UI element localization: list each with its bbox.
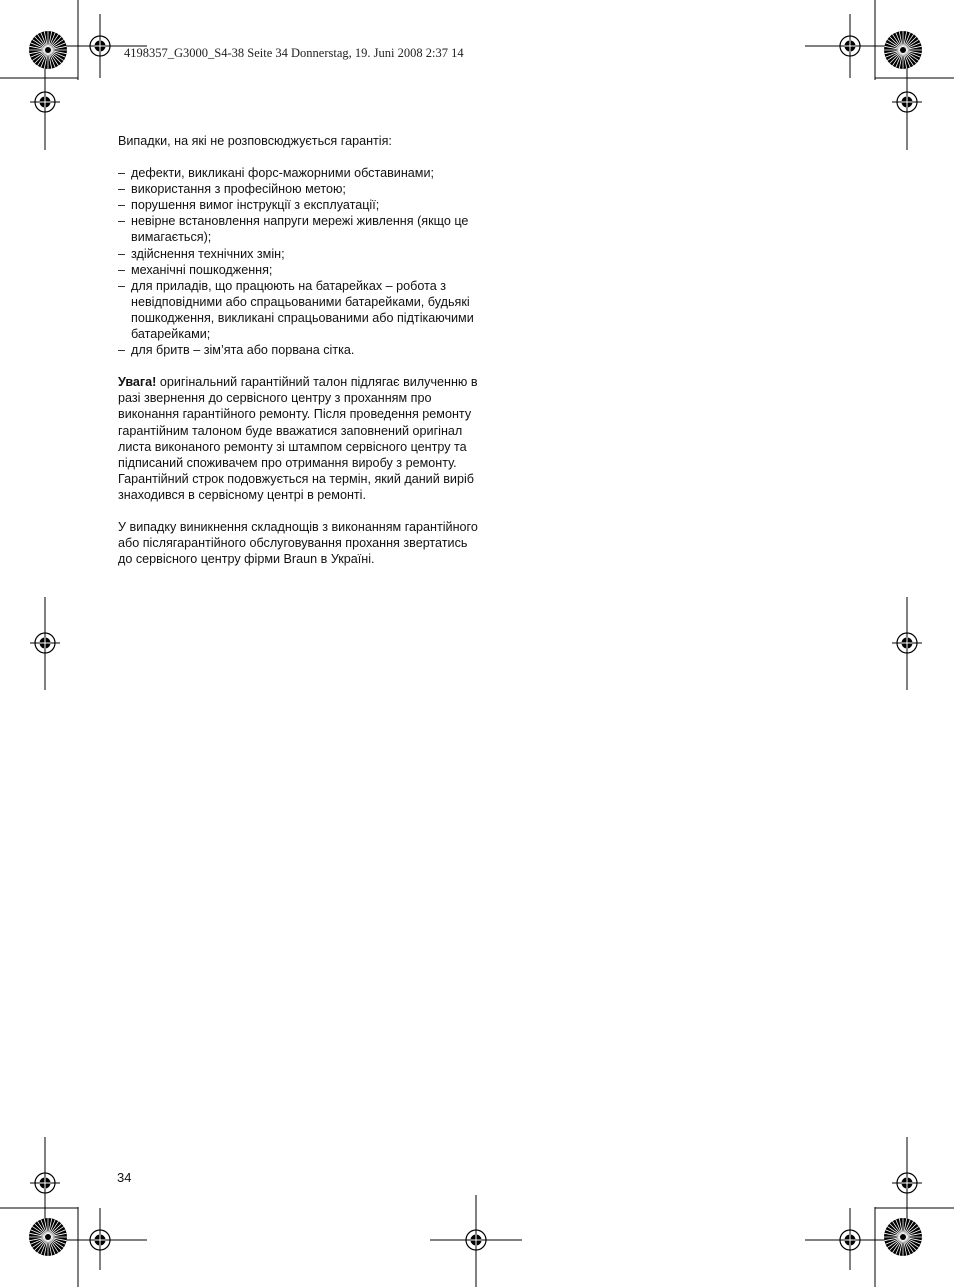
list-item	[118, 262, 478, 278]
list-item	[118, 213, 478, 245]
intro-paragraph: Випадки, на які не розповсюджується гарантія:	[118, 134, 392, 148]
warning-label: Увага!	[118, 375, 157, 390]
list-item-text: використання з професійною метою;	[131, 182, 346, 197]
registration-mark-icon	[835, 31, 865, 61]
list-item	[118, 165, 478, 181]
list-item-text: порушення вимог інструкції з експлуатації;	[131, 198, 380, 213]
list-item-text: здійснення технічних змін;	[131, 246, 285, 261]
list-dash: –	[118, 214, 126, 229]
list-item	[118, 246, 478, 262]
list-item-text: для бритв – зім’ята або порвана сітка.	[131, 343, 355, 358]
starburst-target-icon	[884, 1218, 922, 1256]
print-imprint-header: 4198357_G3000_S4-38 Seite 34 Donnerstag, 19. Juni 2008 2:37 14	[124, 46, 464, 60]
closing-paragraph: У випадку виникнення складнощів з виконанням гарантійного або післягарантійного обслуговування прохання звертатись до сервісного центру фірми Braun в Україні.	[118, 519, 478, 567]
list-dash: –	[118, 278, 126, 293]
warranty-text-block	[118, 133, 478, 567]
list-item	[118, 197, 478, 213]
page-number: 34	[117, 1170, 132, 1185]
list-dash: –	[118, 246, 126, 261]
warning-paragraph	[118, 374, 478, 503]
registration-mark-icon	[85, 31, 115, 61]
list-item-text: механічні пошкодження;	[131, 262, 273, 277]
list-dash: –	[118, 343, 126, 358]
registration-mark-icon	[85, 1225, 115, 1255]
registration-mark-icon	[892, 1168, 922, 1198]
registration-mark-icon	[30, 1168, 60, 1198]
list-item-text: дефекти, викликані форс-мажорними обставинами;	[131, 166, 434, 181]
registration-mark-icon	[461, 1225, 491, 1255]
list-item	[118, 278, 478, 342]
list-item-text: для приладів, що працюють на батарейках – робота з невідповідними або спрацьованими батарейками, будьякі пошкодження, викликані спрацьованими або підтікаючими батарейками;	[131, 278, 474, 342]
list-item	[118, 342, 478, 358]
starburst-target-icon	[29, 31, 67, 69]
registration-mark-icon	[892, 87, 922, 117]
list-dash: –	[118, 166, 126, 181]
starburst-target-icon	[884, 31, 922, 69]
starburst-target-icon	[29, 1218, 67, 1256]
list-dash: –	[118, 182, 126, 197]
list-item-text: невірне встановлення напруги мережі живлення (якщо це вимагається);	[131, 214, 469, 245]
registration-mark-icon	[30, 87, 60, 117]
registration-mark-icon	[835, 1225, 865, 1255]
exclusions-list	[118, 165, 478, 358]
list-dash: –	[118, 262, 126, 277]
registration-mark-icon	[30, 628, 60, 658]
list-dash: –	[118, 198, 126, 213]
registration-mark-icon	[892, 628, 922, 658]
list-item	[118, 181, 478, 197]
warning-text: оригінальний гарантійний талон підлягає вилученню в разі звернення до сервісного центру з проханням про виконання гарантійного ремонту. Після проведення ремонту гарантійним талоном буде вважатися заповнений оригінал листа виконаного ремонту зі штампом сервісного центру та підписаний споживачем про отримання виробу з ремонту. Гарантійний строк подовжується на термін, який даний виріб знаходився в сервісному центрі в ремонті.	[118, 375, 478, 502]
